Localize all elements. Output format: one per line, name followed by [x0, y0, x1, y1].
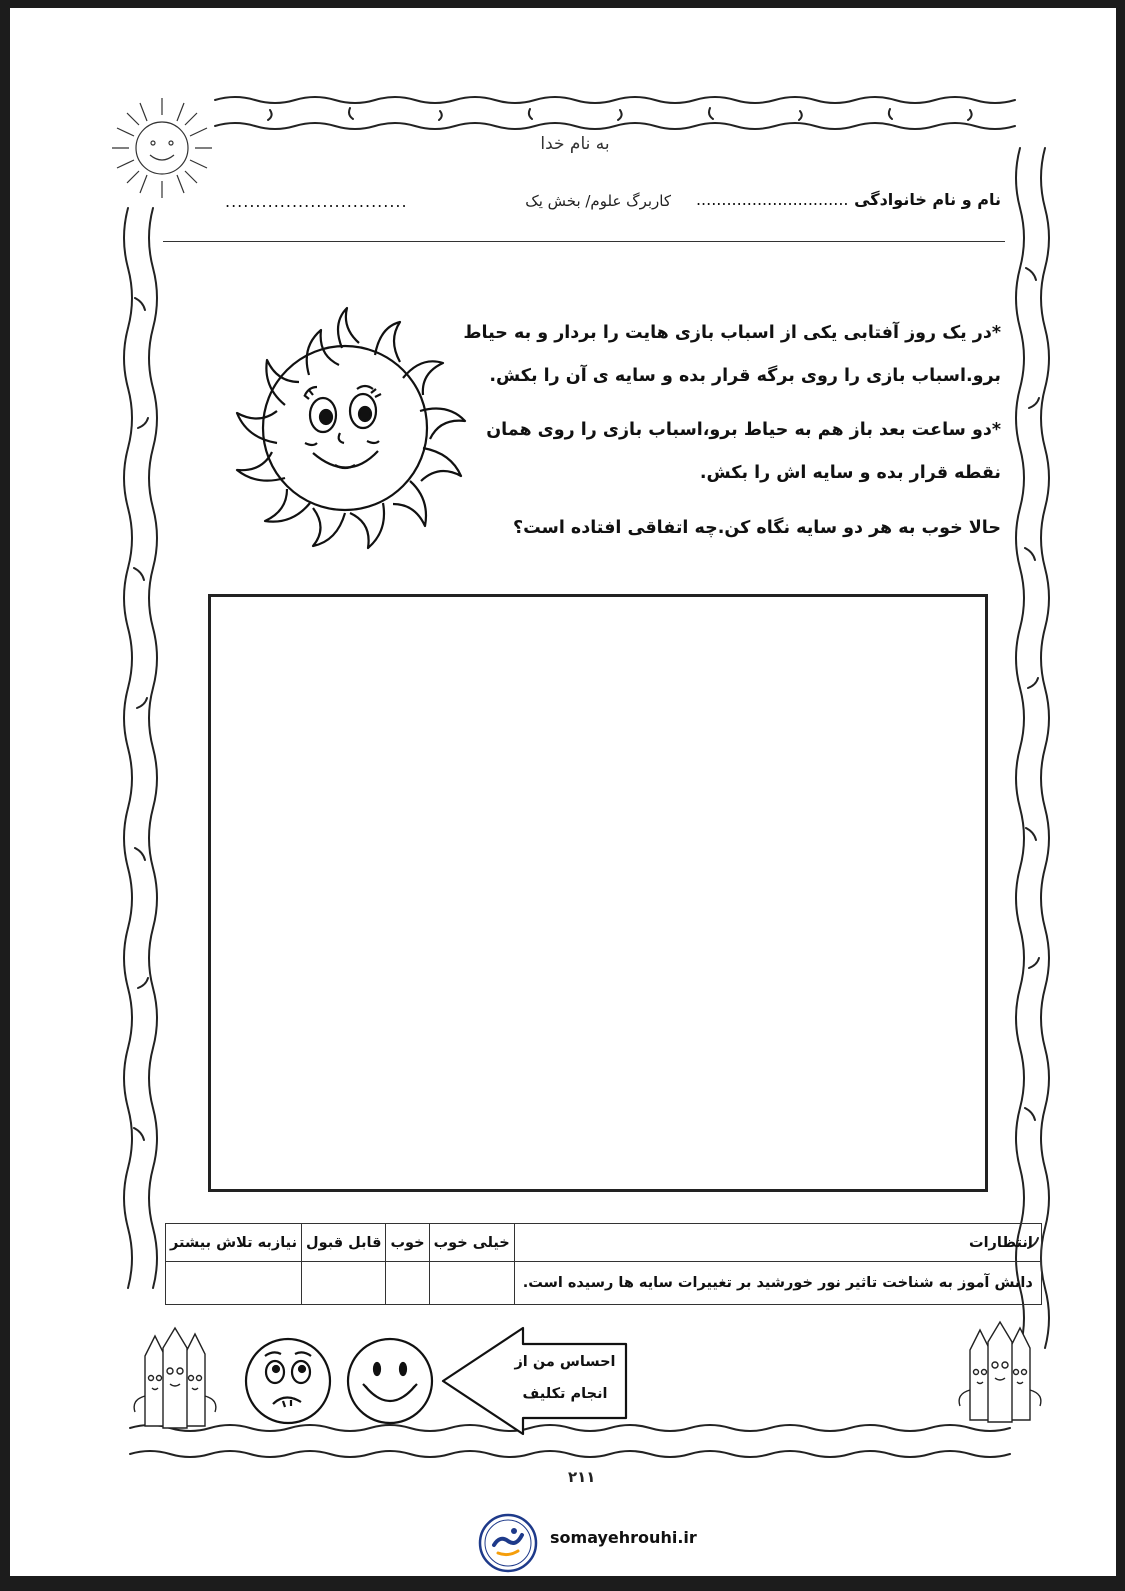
question-line: حالا خوب به هر دو سایه نگاه کن.چه اتفاقی افتاده است؟: [512, 518, 1001, 538]
very-good-header: خیلی خوب: [429, 1224, 514, 1262]
site-logo-icon: [478, 1513, 538, 1573]
acceptable-cell[interactable]: [302, 1262, 386, 1305]
blank-dots: ..............................: [225, 192, 408, 211]
worksheet-subject: کاربرگ علوم/ بخش یک: [525, 192, 671, 210]
assessment-table: [165, 1223, 1042, 1305]
basmala: به نام خدا: [540, 134, 610, 154]
crayons-right-icon: [950, 1318, 1050, 1426]
crayons-left-icon: [125, 1326, 225, 1431]
name-dots: ..............................: [695, 190, 849, 209]
expectations-header: انتظارات: [514, 1224, 1041, 1262]
very-good-cell[interactable]: [429, 1262, 514, 1305]
drawing-area[interactable]: [208, 594, 988, 1192]
good-cell[interactable]: [386, 1262, 429, 1305]
good-header: خوب: [386, 1224, 429, 1262]
instruction-line-1: *در یک روز آفتابی یکی از اسباب بازی هایت را بردار و به حیاط: [463, 323, 1001, 343]
expectation-text: دانش آموز به شناخت تاثیر نور خورشید بر تغییرات سایه ها رسیده است.: [514, 1262, 1041, 1305]
website-link[interactable]: somayehrouhi.ir: [550, 1528, 697, 1547]
needs-effort-header: نیازبه تلاش بیشتر: [166, 1224, 302, 1262]
header-divider: [163, 241, 1005, 242]
worried-face-icon[interactable]: [243, 1336, 333, 1426]
name-label: نام و نام خانوادگی: [854, 190, 1001, 209]
acceptable-header: قابل قبول: [302, 1224, 386, 1262]
small-sun-icon: [105, 93, 220, 203]
big-sun-illustration: [205, 303, 480, 558]
instruction-line-2: برو.اسباب بازی را روی برگه قرار بده و سایه ی آن را بکش.: [489, 366, 1001, 386]
worksheet-page: [10, 8, 1116, 1576]
instruction-line-3: *دو ساعت بعد باز هم به حیاط برو،اسباب بازی را روی همان: [486, 420, 1001, 440]
feeling-label: احساس من از انجام تکلیف: [514, 1354, 616, 1402]
name-field[interactable]: [696, 190, 1001, 209]
needs-effort-cell[interactable]: [166, 1262, 302, 1305]
page-number: ۲۱۱: [568, 1468, 596, 1486]
happy-face-icon[interactable]: [345, 1336, 435, 1426]
instruction-line-4: نقطه قرار بده و سایه اش را بکش.: [699, 463, 1001, 483]
